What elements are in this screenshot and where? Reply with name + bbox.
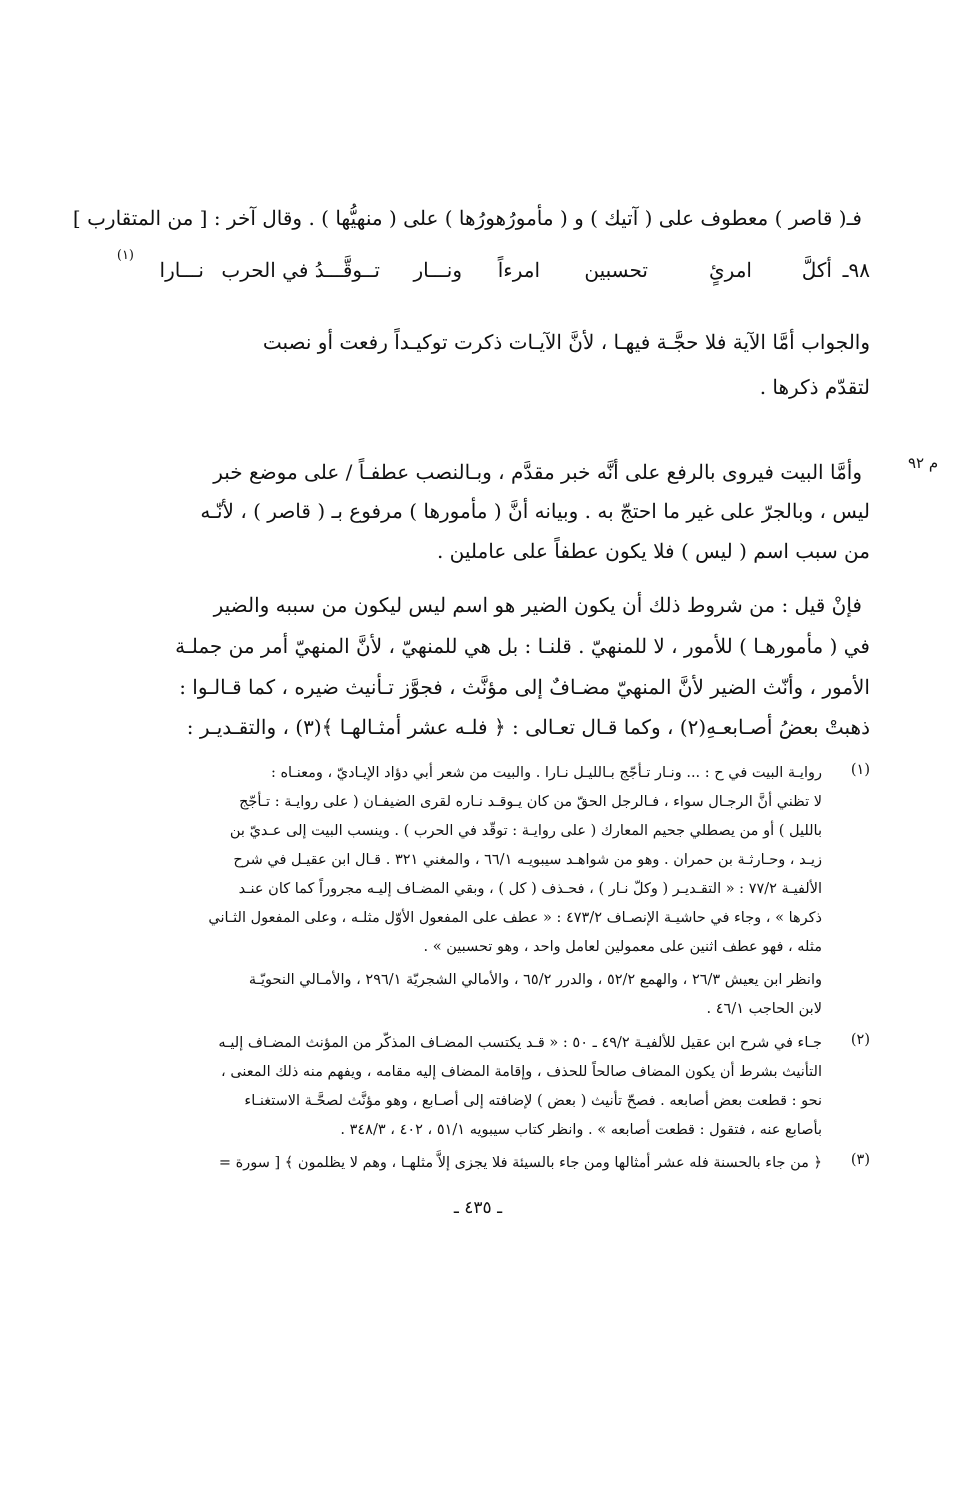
paragraph-line: ليس ، وبالجرّ على غير ما احتجّ به . وبيانه أنَّ ( مأمورها ) مرفوع بـ ( قاصر ) ، لأنّـه <box>200 499 870 523</box>
paragraph-line: فإنْ قيل : من شروط ذلك أن يكون الضير هو اسم ليس ليكون من سببه والضير <box>213 593 862 617</box>
footnote-line: لا تظني أنَّ الرجـال سواء ، فـالرجل الحقّ من كان يـوقـد نـاره لقرى الضيفـان ( على روايـة : تـأجّج <box>239 794 822 810</box>
footnote-line: بالليل ) أو من يصطلي جحيم المعارك ( على روايـة : توقّد في الحرب ) . وينسب البيت إلى عـديّ بن <box>229 823 822 839</box>
footnote-line: روايـة البيت في ح : ... ونـار تـأجّج بـالليـل نـارا . والبيت من شعر أبي دؤاد الإيـاديّ ، ومعنـاه : <box>270 765 822 781</box>
paragraph-line: في ( مأمورهـا ) للأمور ، لا للمنهيّ . قلنـا : بل هي للمنهيّ ، لأنَّ المنهيّ أمر من جملـة <box>175 634 870 658</box>
intro-line: فـ( قاصر ) معطوف على ( آتيك ) و ( مأمورُهورُها ) على ( منهيُّها ) . وقال آخر : [ من المتقارب ] <box>72 206 862 230</box>
paragraph-line: ذهبتْ بعضُ أصـابعـهِ(٢) ، وكما قـال تعـالى : ﴿ فلـه عشر أمثـالهـا ﴾(٣) ، والتقـديـر : <box>186 715 870 739</box>
footnote-line: مثله ، فهو عطف اثنين على معمولين لعامل واحد ، وهو تحسبين » . <box>423 939 822 955</box>
footnote-line: زيـد ، وحـارثـة بن حمران . وهو من شواهـد سيبويـه ٦٦/١ ، والمغني ٣٢١ . قـال ابن عقيـل في شرح <box>233 852 822 868</box>
paragraph-line: والجواب أمَّا الآية فلا حجَّـة فيهـا ، لأنَّ الآيـات ذكرت توكيـداً رفعت أو نصبت <box>262 330 870 354</box>
paragraph-line: الأمور ، وأنّث الضير لأنَّ المنهيّ مضـافٌ إلى مؤنَّث ، فجوَّز تـأنيث ضيره ، كما قـالـوا : <box>179 675 870 699</box>
footnote-line: جـاء في شرح ابن عقيل للألفيـة ٤٩/٢ ـ ٥٠ : « قـد يكتسب المضـاف المذكّر من المؤنث المضـاف إليـه <box>218 1035 822 1051</box>
paragraph-line: لتقدّم ذكرها . <box>759 375 870 399</box>
verse-word: تــوقَّـــدُ في الحرب <box>221 258 380 282</box>
page-number: ـ ٤٣٥ ـ <box>453 1198 503 1218</box>
footnote-line: وانظر ابن يعيش ٢٦/٣ ، والهمع ٥٢/٢ ، والدرر ٦٥/٢ ، والأمالي الشجريّة ٢٩٦/١ ، والأمـالي النحويّـة <box>248 972 822 988</box>
footnote-line: ذكرها » ، وجاء في حاشيـة الإنصـاف ٤٧٣/٢ : « عطف على المفعول الأوّل مثلـه ، وعلى المفعول الثـاني <box>208 910 822 926</box>
verse-word: ونـــار <box>413 258 462 282</box>
footnote-line: نحو : قطعت بعض أصابعه . فصحّ تأنيث ( بعض ) لإضافته إلى أصـابع ، وهو مؤنَّث لصحَّـة الاستغنـاء <box>244 1093 822 1109</box>
footnote-line: الألفيـة ٧٧/٢ : « التقـديـر ( وكلّ نـار ) ، فحـذف ( كل ) ، وبقي المضـاف إليـه مجروراً كما كان عنـد <box>238 881 822 897</box>
footnote-line: لابن الحاجب ٤٦/١ . <box>706 1001 822 1017</box>
footnote-line: التأنيث بشرط أن يكون المضاف صالحاً للحذف ، وإقامة المضاف إليه مقامه ، ويفهم منه ذلك المعنى ، <box>221 1064 822 1080</box>
verse-word: امرئٍ <box>709 258 752 282</box>
verse-word: تحسبين <box>584 258 648 282</box>
verse-number: ٩٨ـ <box>842 258 870 282</box>
footnote-number: (١) <box>850 762 870 778</box>
margin-note: م ٩٢ <box>908 454 939 472</box>
footnote-ref: (١) <box>116 248 134 263</box>
footnote-number: (٣) <box>850 1152 870 1168</box>
footnote-line: بأصابع عنه ، فتقول : قطعت أصابعه » . وانظر كتاب سيبويه ٥١/١ ، ٤٠٢ ، ٣٤٨/٣ . <box>340 1122 822 1138</box>
footnote-number: (٢) <box>850 1032 870 1048</box>
verse-word: أكلَّ <box>801 258 832 282</box>
paragraph-line: من سبب اسم ( ليس ) فلا يكون عطفاً على عاملين . <box>436 539 870 563</box>
verse-word: امرءاً <box>497 258 540 282</box>
poetry-verse <box>80 248 870 288</box>
verse-word: نـــارا <box>159 258 204 282</box>
footnote-line: ﴿ من جاء بالحسنة فله عشر أمثالها ومن جاء بالسيئة فلا يجزى إلاَّ مثلهـا ، وهم لا يظلمون ﴾ [ سورة = <box>218 1155 822 1171</box>
paragraph-line: وأمَّا البيت فيروى بالرفع على أنَّه خبر مقدَّم ، وبـالنصب عطفـاً / على موضع خبر <box>213 460 862 484</box>
